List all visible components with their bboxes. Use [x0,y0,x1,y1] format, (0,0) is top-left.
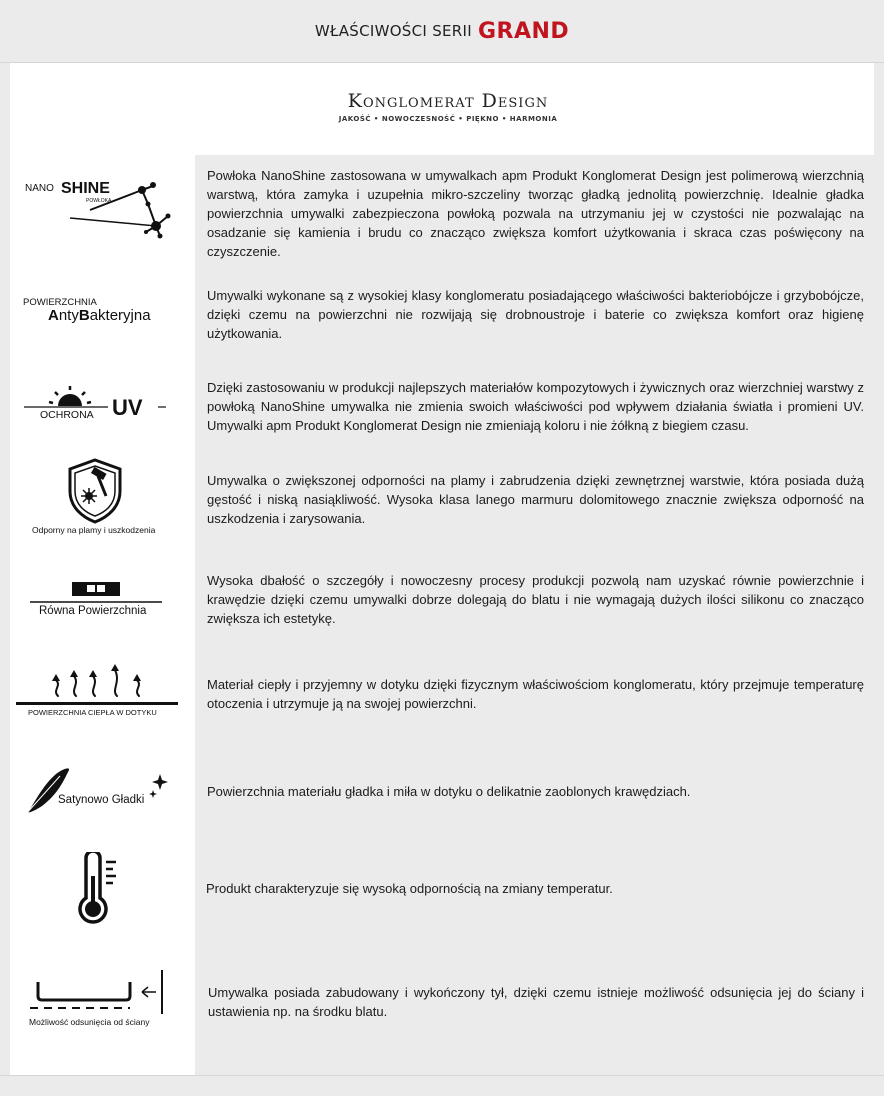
rowna-label: Równa Powierzchnia [39,605,147,617]
odsuniecie-label: Możliwość odsunięcia od ściany [29,1017,150,1027]
feather-sparkle-icon [20,764,172,816]
powierzchnia-label: POWIERZCHNIA [23,297,97,308]
brand-tagline: JAKOŚĆ • NOWOCZESNOŚĆ • PIĘKNO • HARMONIA [338,115,558,123]
antybakteryjna-part-akteryjna: akteryjna [89,307,151,324]
brand-logo [318,90,578,123]
ochrona-label: OCHRONA [40,409,94,421]
brand-name: Konglomerat Design [347,90,549,112]
cieplo-label: POWIERZCHNIA CIEPŁA W DOTYKU [28,708,157,717]
row-text-wall: Umywalka posiada zabudowany i wykończony tył, dzięki czemu istnieje możliwość odsunięcia jej do ściany i ustawienia np. na środku blatu. [208,985,864,1019]
row-text-flat-surface: Wysoka dbałość o szczegóły i nowoczesny procesy produkcji pozwolą nam uzyskać równie powierzchnie i krawędzie dzięki czemu umywalki dobrze dolegają do blatu i nie wymagają dużych ilości silikonu co znacząco zwiększa ich estetykę. [207,573,864,626]
row-text-satin: Powierzchnia materiału gładka i miła w dotyku o delikatnie zaoblonych krawędziach. [207,784,691,799]
row-text-warm-touch: Materiał ciepły i przyjemny w dotyku dzięki fizycznym właściwościom konglomeratu, który przejmuje temperaturę otoczenia i utrzymuje ją na swojej powierzchni. [207,677,864,711]
heat-waves-icon [16,662,178,708]
antybakteryjna-label [48,307,151,324]
spirit-level-icon [30,580,162,606]
powloka-label: POWŁOKA [86,198,112,204]
header-brand-title: GRAND [477,18,570,44]
antybakteryjna-letter-a: A [48,307,59,324]
row-text-nanoshine: Powłoka NanoShine zastosowana w umywalkach apm Produkt Konglomerat Design jest polimerową wierzchnią warstwą, która zamyka i uzupełnia mikro-szczeliny tworząc gładką jednolitą powierzchnię. Idealnie gładka powierzchnia umywalki zabezpieczona powłoką pozwala na utrzymaniu jej w czystości nie pozwalając na osadzanie się kamienia i brudu co znacząco zwiększa komfort użytkowania i skraca czas poświęcony na czyszczenie. [207,168,864,259]
shield-hammer-icon [66,458,124,524]
odporny-label: Odporny na plamy i uszkodzenia [32,525,156,535]
shine-label: SHINE [61,180,110,197]
nano-label: NANO [25,183,54,194]
antybakteryjna-part-nty: nty [58,307,79,324]
satynowo-label: Satynowo Gładki [58,794,145,806]
row-text-antibacterial: Umywalki wykonane są z wysokiej klasy konglomeratu posiadającego właściwości bakteriobójcze i grzybobójcze, dzięki czemu na powierzchni nie rozwijają się drobnoustroje i baterie co zwiększa komfort oraz higienę użytkowania. [207,288,864,341]
uv-label: UV [112,395,143,420]
header-title: WŁAŚCIWOŚCI SERII [314,22,472,40]
footer-bar [0,1075,884,1096]
thermometer-icon [74,852,120,926]
page-header [0,0,884,63]
row-text-stain-resistant: Umywalka o zwiększonej odporności na plamy i zabrudzenia dzięki zewnętrznej warstwie, która posiada dużą gęstość i niską nasiąkliwość. Wysoka klasa lanego marmuru dolomitowego znacznie zwiększa odporność na uszkodzenia i zarysowania. [207,473,864,526]
row-text-thermal: Produkt charakteryzuje się wysoką odpornością na zmiany temperatur. [206,881,613,896]
antybakteryjna-letter-b: B [78,307,90,324]
row-text-uv: Dzięki zastosowaniu w produkcji najlepszych materiałów kompozytowych i żywicznych oraz wierzchniej warstwy z powłoką NanoShine umywalka nie zmienia swoich właściwości pod wpływem działania światła i promieni UV. Umywalki apm Produkt Konglomerat Design nie zmieniają koloru i nie żółkną z biegiem czasu. [207,380,864,433]
wall-distance-icon [30,970,170,1014]
